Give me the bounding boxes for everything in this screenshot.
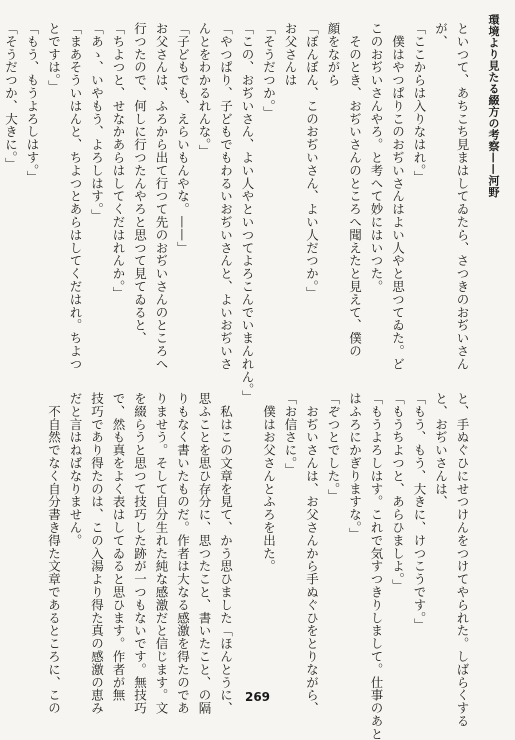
text-line: りもなく書いたものだ。作者は大なる感激を得たのであ [175, 392, 191, 715]
text-line: 僕はお父さんとふろを出た。 [261, 392, 277, 573]
text-line: 「ちよつと、せなかあらはしてくだはれんか。」 [111, 22, 126, 300]
text-line: お父さんは [283, 22, 298, 87]
text-line: 顔をながら [326, 22, 341, 87]
text-line: 「ここからは入りなはれ。」 [412, 22, 427, 184]
text-line: 行つたので、何しに行つたんやろと思つて見てゐると、 [132, 22, 148, 345]
text-line: 私はこの文章を見て、かう思ひました「ほんとうに、 [218, 392, 234, 715]
text-line: だと言はねばなりません。 [68, 392, 83, 547]
text-line: お父さんは、ふろから出て行つて先のおぢいさんのところへ [154, 22, 169, 371]
text-line: 不自然でなく自分書き得た文章であるところに、この [46, 392, 62, 715]
text-line: りませう。そして自分生れた純な感激だと信じます。文 [154, 392, 169, 715]
dialogue-text-block [3, 22, 473, 403]
text-line: はふろにかぎりますな。」 [347, 392, 363, 541]
text-line: と、おぢいさんは、 [433, 392, 449, 509]
text-line: 「もうよろしはす。これで気すつきりしまして。仕事のあと [369, 392, 384, 740]
text-line: 「もう、もうよろしはす。」 [25, 22, 40, 184]
text-line: 僕はやつぱりこのおぢいさんはよい人やと思つてゐた。ど [390, 22, 406, 371]
text-line: が、 [433, 22, 449, 48]
text-line: 思ふことを思ひ存分に、思つたこと、書いたこと、の隔 [197, 392, 212, 715]
text-line: 「もう、もう、大きに、けつこうです。」 [412, 392, 427, 631]
text-line: んとをわかるれんな。」 [197, 22, 212, 158]
text-line: 「ぼんぼん、このおぢいさん、よい人だつか。」 [304, 22, 320, 300]
text-line [237, 392, 259, 692]
text-line: 「もうちよつと、あらひましよ。」 [390, 392, 406, 593]
text-line: と、手ぬぐひにせつけんをつけてやられた。しばらくする [455, 392, 470, 728]
text-line: 技巧であり得たのは、この入湯より得た真の感激の恵み [89, 392, 105, 715]
text-line: といつて、あちこち見まはしてゐたら、さつきのおぢいさん [455, 22, 470, 371]
text-line: とですは。」 [46, 22, 62, 94]
text-line: を綴らうと思つて技巧した跡が一つもないです。無技巧 [132, 392, 148, 715]
text-line: 「そうだつか。」 [261, 22, 277, 119]
text-line: 「子どもでも、えらいもんやな。——」 [175, 22, 191, 255]
text-line: そのとき、おぢいさんのところへ聞えたと見えて、僕の [347, 22, 363, 358]
text-line: 「あゝ、いやもう、よろしはす。」 [89, 22, 105, 223]
page-number: 269 [244, 690, 271, 704]
text-line: 「やつぱり、子どもでもわるいおぢいさんと、よいおぢいさ [218, 22, 234, 371]
text-line: 「まあそういはんと、ちよつとあらはしてくだはれ。ちよつ [68, 22, 83, 371]
text-line: で、然も真をよく表はしてゐると思ひます。作者が無 [111, 392, 126, 702]
running-header: 環境より見たる綴方の考察——河野 [487, 14, 500, 198]
text-line: 「この、おぢいさん、よい人やといつてよろこんでいまんれん。」 [240, 22, 255, 403]
text-line: 「ぞつとでした。」 [326, 392, 341, 502]
text-line: このおぢいさんやろ。と考へて妙にはいつた。 [369, 22, 384, 293]
text-line: 「お信さに。」 [283, 392, 298, 477]
text-line: 「そうだつか、大きに。」 [3, 22, 19, 171]
text-line: おぢいさんは、お父さんから手ぬぐひをとりながら、 [304, 392, 320, 715]
